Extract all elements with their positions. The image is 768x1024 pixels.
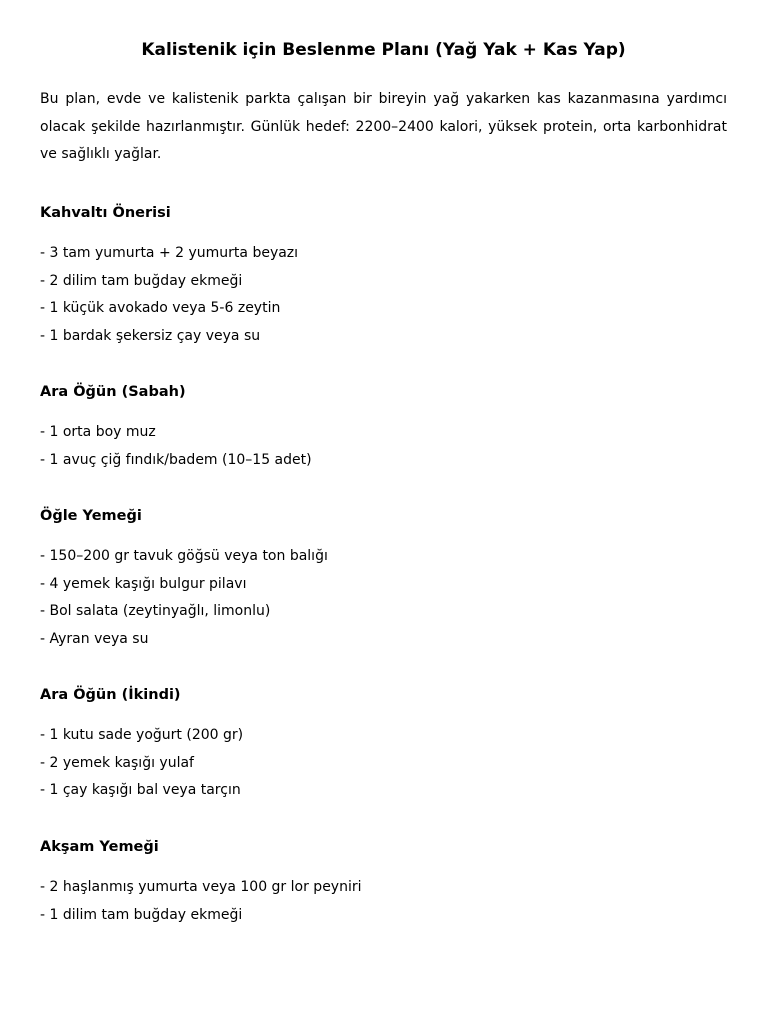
- list-item: - Bol salata (zeytinyağlı, limonlu): [40, 603, 271, 620]
- section-afternoon-snack: [40, 685, 727, 805]
- section-heading: Akşam Yemeği: [40, 839, 159, 855]
- document-title: Kalistenik için Beslenme Planı (Yağ Yak + Kas Yap): [141, 40, 626, 60]
- list-item: - 2 dilim tam buğday ekmeği: [40, 272, 243, 289]
- list-item: - 2 yemek kaşığı yulaf: [40, 754, 194, 771]
- section-dinner: [40, 837, 727, 929]
- section-lunch: [40, 506, 727, 654]
- list-item: - 2 haşlanmış yumurta veya 100 gr lor peyniri: [40, 879, 362, 895]
- list-item: - 1 bardak şekersiz çay veya su: [40, 328, 261, 345]
- intro-paragraph: Bu plan, evde ve kalistenik parkta çalışan bir bireyin yağ yakarken kas kazanmasına yardımcı olacak şekilde hazırlanmıştır. Günlük hedef: 2200–2400 kalori, yüksek protein, orta karbonhidrat ve sağlıklı yağlar.: [40, 91, 727, 163]
- section-morning-snack: [40, 382, 727, 474]
- list-item: - 1 kutu sade yoğurt (200 gr): [40, 727, 244, 743]
- list-item: - 1 dilim tam buğday ekmeği: [40, 906, 243, 923]
- list-item: - 4 yemek kaşığı bulgur pilavı: [40, 575, 247, 592]
- section-heading: Ara Öğün (Sabah): [40, 384, 186, 400]
- section-breakfast: [40, 203, 727, 351]
- list-item: - 3 tam yumurta + 2 yumurta beyazı: [40, 245, 299, 261]
- list-item: - 1 avuç çiğ fındık/badem (10–15 adet): [40, 451, 312, 468]
- section-heading: Öğle Yemeği: [40, 508, 142, 524]
- list-item: - Ayran veya su: [40, 631, 149, 648]
- list-item: - 1 orta boy muz: [40, 424, 156, 440]
- section-heading: Ara Öğün (İkindi): [40, 687, 181, 703]
- list-item: - 1 çay kaşığı bal veya tarçın: [40, 782, 241, 799]
- section-heading: Kahvaltı Önerisi: [40, 205, 171, 221]
- list-item: - 150–200 gr tavuk göğsü veya ton balığı: [40, 548, 328, 564]
- list-item: - 1 küçük avokado veya 5-6 zeytin: [40, 300, 281, 317]
